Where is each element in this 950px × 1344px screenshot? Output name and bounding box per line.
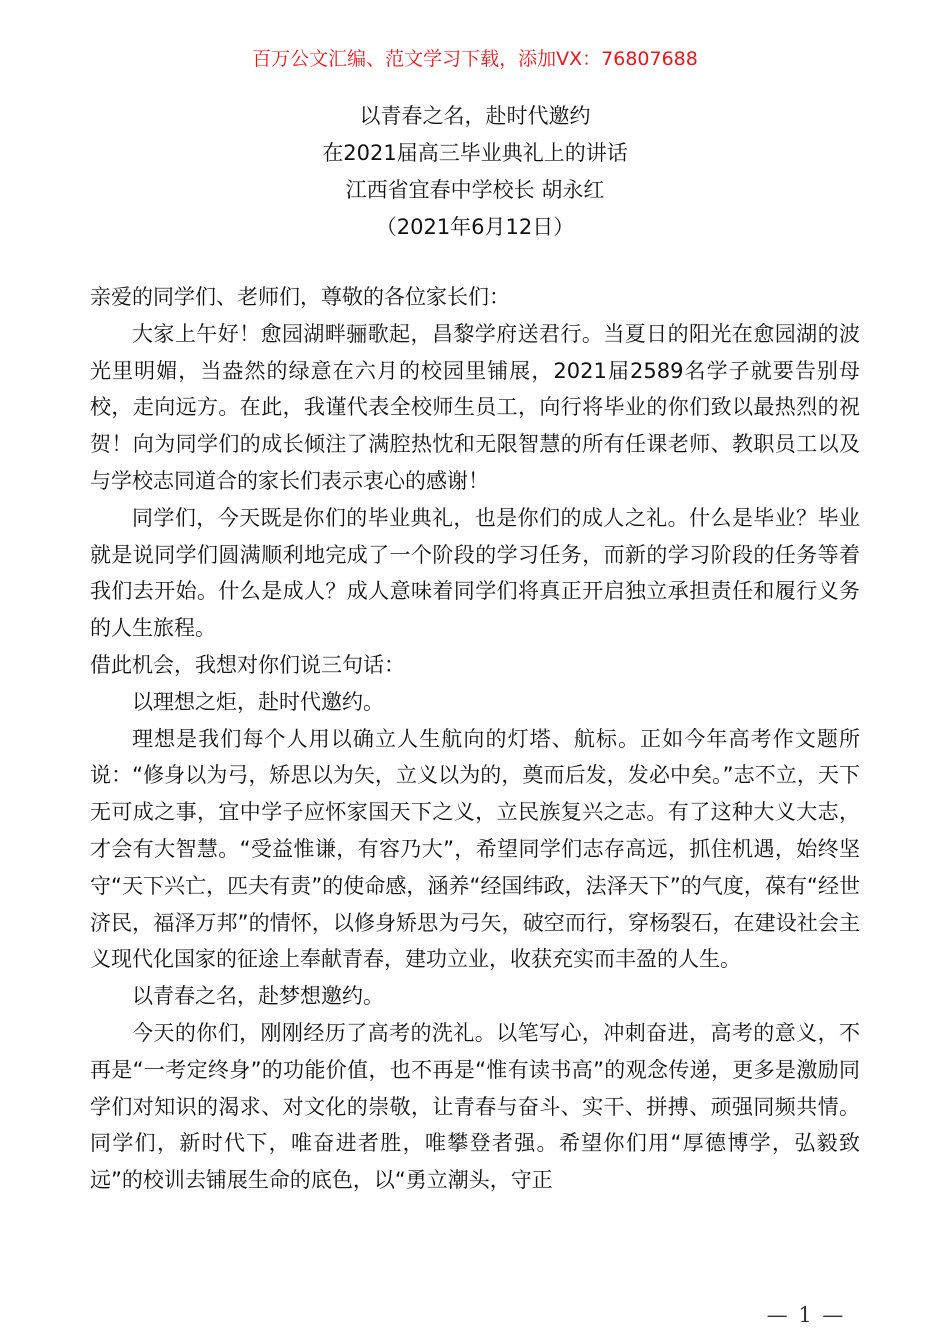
page-number: — 1 — bbox=[766, 1303, 846, 1327]
paragraph-4: 理想是我们每个人用以确立人生航向的灯塔、航标。正如今年高考作文题所说：“修身以为弓，矫思以为矢，立义以为的，奠而后发，发必中矣。”志不立，天下无可成之事，宜中学子应怀家国天下之义，立民族复兴之志。有了这种大义大志，才会有大智慧。“受益惟谦，有容乃大”，希望同学们志存高远，抓住机遇，始终坚守“天下兴亡，匹夫有责”的使命感，涵养“经国纬政，法泽天下”的气度，葆有“经世济民，福泽万邦”的情怀，以修身矫思为弓矢，破空而行，穿杨裂石，在建设社会主义现代化国家的征途上奉献青春，建功立业，收获充实而丰盈的人生。 bbox=[90, 726, 860, 972]
paragraph-2: 同学们，今天既是你们的毕业典礼，也是你们的成人之礼。什么是毕业？毕业就是说同学们圆满顺利地完成了一个阶段的学习任务，而新的学习阶段的任务等着我们去开始。什么是成人？成人意味着同学们将真正开启独立承担责任和履行义务的人生旅程。 bbox=[90, 505, 860, 641]
document-body bbox=[90, 279, 860, 1199]
paragraph-3: 借此机会，我想对你们说三句话： bbox=[90, 652, 405, 677]
speech-subtitle: 在2021届高三毕业典礼上的讲话 bbox=[322, 141, 628, 165]
title-block bbox=[0, 98, 950, 246]
speech-title: 以青春之名，赴时代邀约 bbox=[359, 104, 591, 128]
salutation: 亲爱的同学们、老师们，尊敬的各位家长们： bbox=[90, 285, 510, 309]
paragraph-5: 今天的你们，刚刚经历了高考的洗礼。以笔写心，冲刺奋进，高考的意义，不再是“一考定终身”的功能价值，也不再是“惟有读书高”的观念传递，更多是激励同学们对知识的渴求、对文化的崇敬，让青春与奋斗、实干、拼搏、顽强同频共情。同学们，新时代下，唯奋进者胜，唯攀登者强。希望你们用“厚德博学，弘毅致远”的校训去铺展生命的底色，以“勇立潮头，守正 bbox=[90, 1020, 860, 1193]
promo-banner: 百万公文汇编、范文学习下载，添加VX：76807688 bbox=[252, 48, 698, 70]
section-heading-1: 以理想之炬，赴时代邀约。 bbox=[132, 689, 384, 714]
speech-date: （2021年6月12日） bbox=[375, 215, 575, 239]
paragraph-1: 大家上午好！愈园湖畔骊歌起，昌黎学府送君行。当夏日的阳光在愈园湖的波光里明媚，当盎然的绿意在六月的校园里铺展，2021届2589名学子就要告别母校，走向远方。在此，我谨代表全校师生员工，向行将毕业的你们致以最热烈的祝贺！向为同学们的成长倾注了满腔热忱和无限智慧的所有任课老师、教职员工以及与学校志同道合的家长们表示衷心的感谢！ bbox=[90, 321, 860, 493]
speaker-line: 江西省宜春中学校长 胡永红 bbox=[345, 178, 605, 202]
section-heading-2: 以青春之名，赴梦想邀约。 bbox=[132, 984, 384, 1009]
